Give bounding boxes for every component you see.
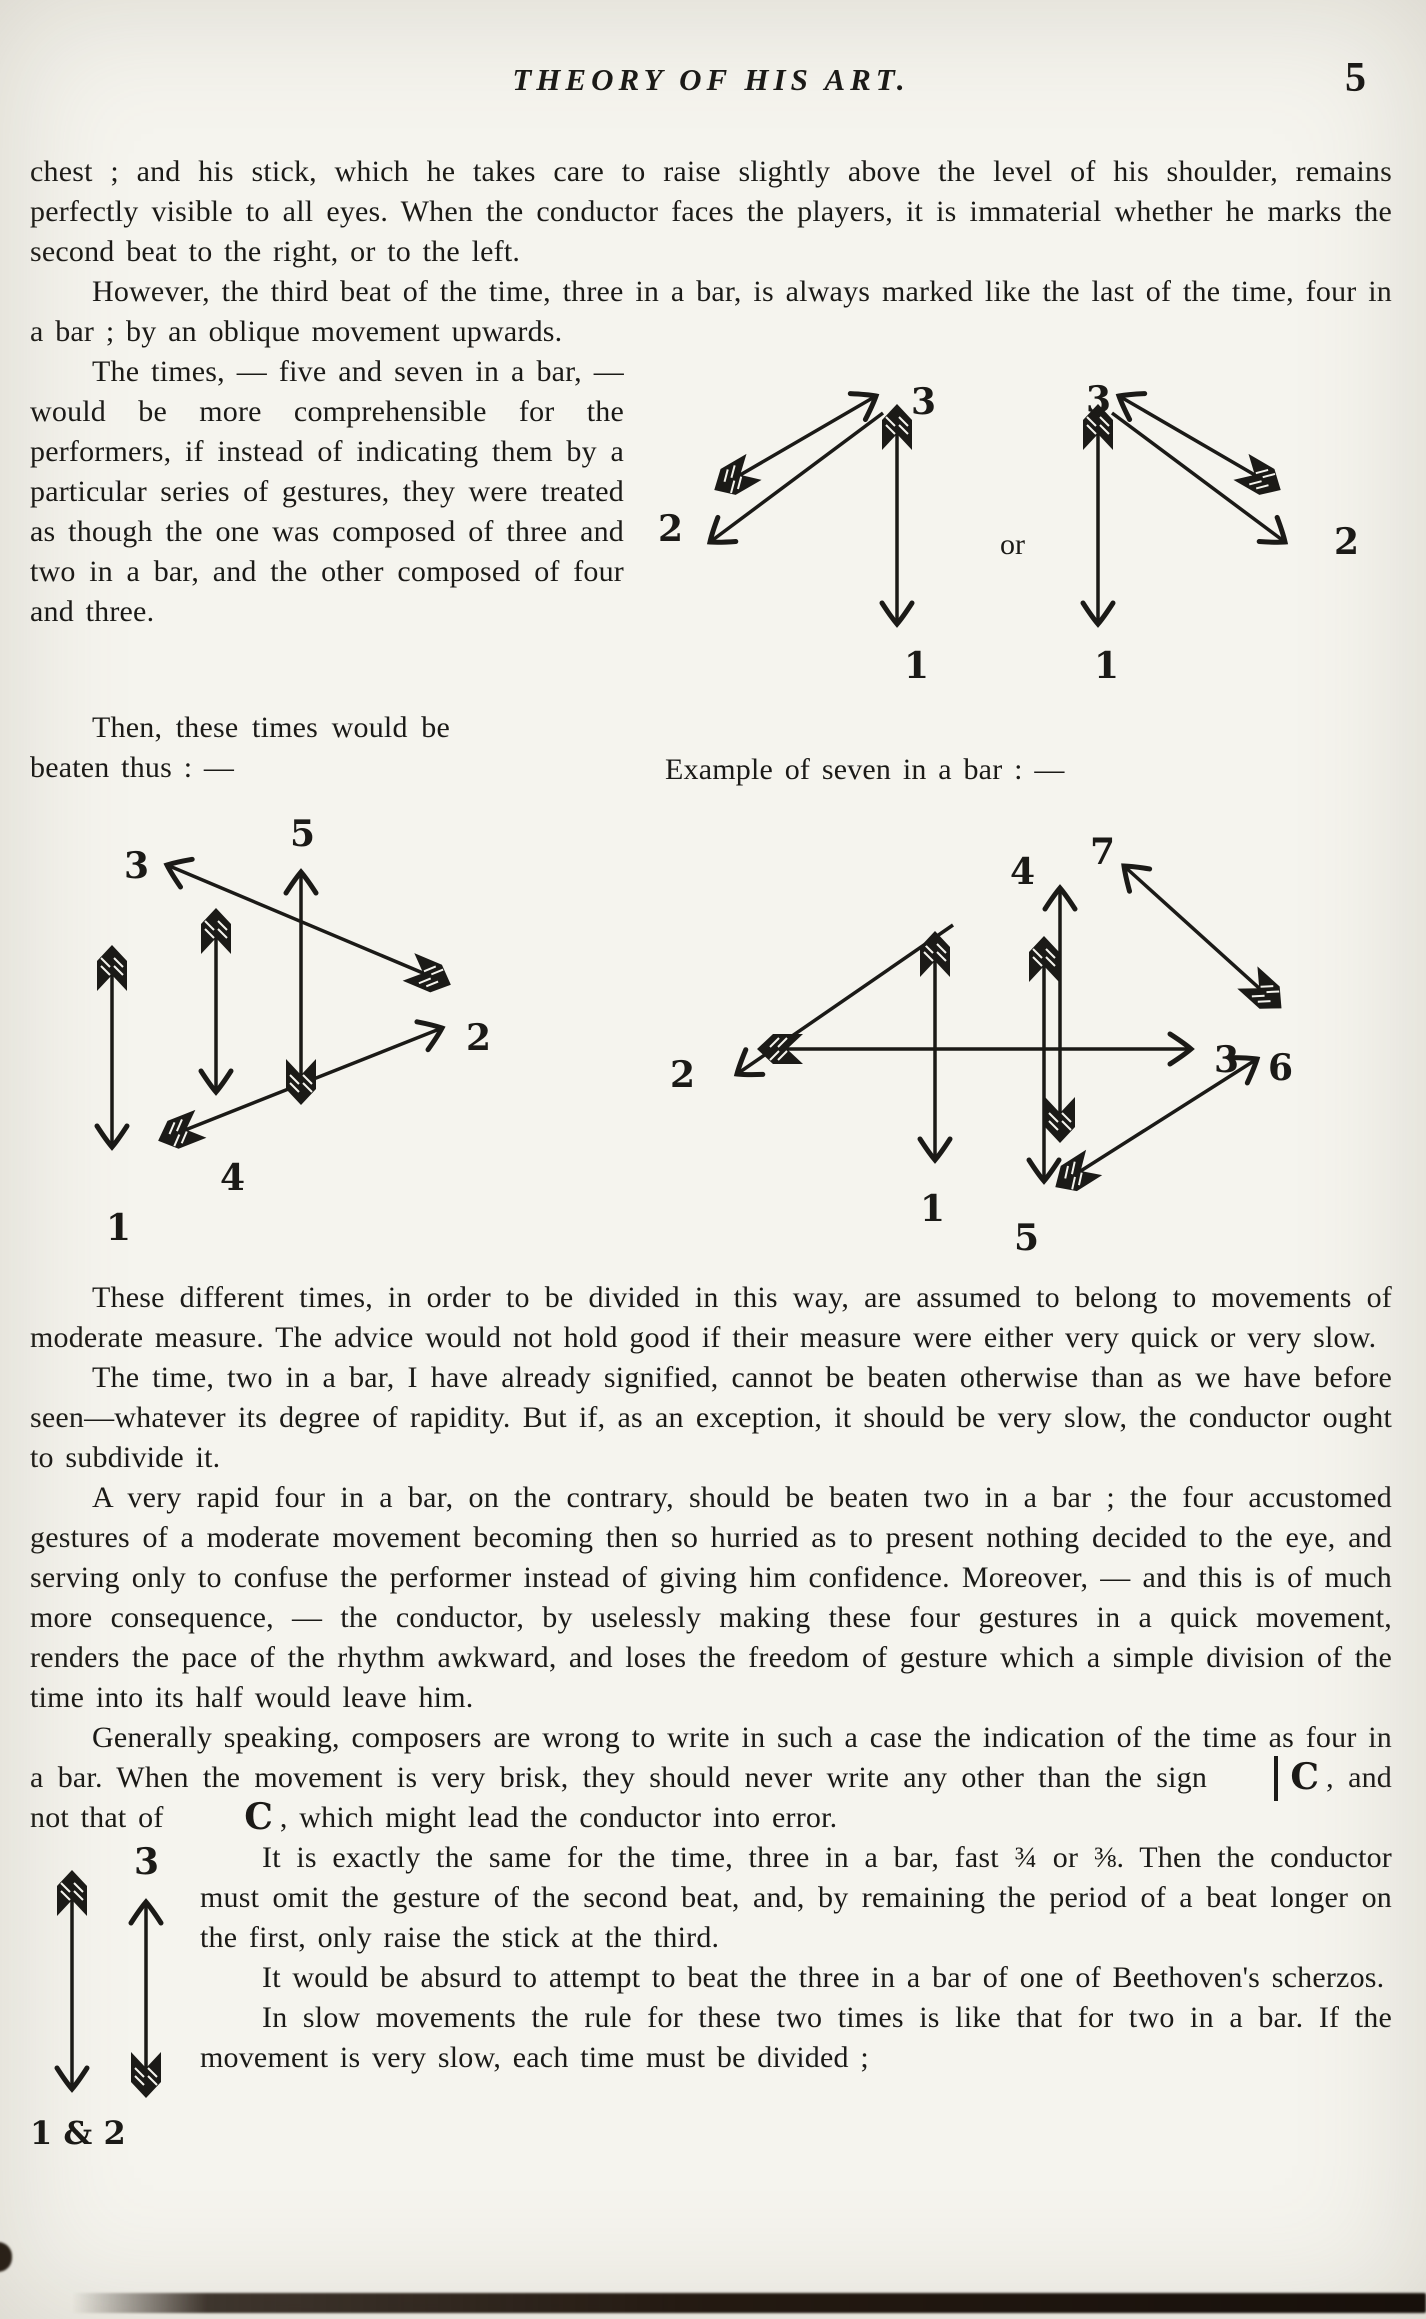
beat-label-5: 5 (1014, 1217, 1040, 1259)
figure-divided-beats (30, 1844, 180, 2178)
paragraph-third-beat: However, the third beat of the time, three in a bar, is always marked like the last of the time, four in a bar ; by an oblique movement upwards. (30, 275, 1392, 348)
three-in-bar-right-diagram (1086, 379, 1359, 687)
beat-label-6: 6 (1268, 1047, 1294, 1089)
scan-edge-blot (0, 2242, 12, 2272)
beat-label-2: 2 (1334, 521, 1360, 563)
beat-label-2: 2 (466, 1017, 492, 1059)
running-title: THEORY OF HIS ART. (512, 62, 910, 97)
page-number: 5 (1345, 55, 1366, 101)
three-in-bar-left-diagram (658, 381, 936, 687)
beat-label-2: 2 (670, 1054, 696, 1096)
beat-label-1: 1 (106, 1207, 132, 1249)
beat3-upleft-arrow (167, 865, 449, 984)
paragraph-five-seven: The times, — five and seven in a bar, — would be more comprehensible for the performers, if instead of indicating them by a particular series of gestures, they were treated as though the one was composed of three and two in a bar, and the other composed of four and three. (30, 355, 624, 628)
paragraph-time-signatures (30, 1718, 1392, 1838)
beat-label-7: 7 (1090, 831, 1116, 873)
beat-label-4: 4 (220, 1157, 246, 1199)
figure-three-in-bar-patterns (636, 356, 1392, 708)
paragraph-moderate-measure: These different times, in order to be divided in this way, are assumed to belong to movements of moderate measure. The advice would not hold good if their measure were either very quick or very slow. (30, 1281, 1392, 1354)
scan-bottom-shadow (72, 2293, 1426, 2313)
beat3-up-arrow (716, 396, 876, 489)
beat-pattern-figures-row (76, 800, 1392, 1266)
beat-label-3: 3 (911, 381, 937, 423)
beaten-thus-row (30, 708, 1392, 790)
paragraph-beaten-thus: Then, these times would be beaten thus : — (30, 711, 450, 784)
cut-time-symbol: C (1221, 1763, 1326, 1791)
paragraph-rapid-four: A very rapid four in a bar, on the contrary, should be beaten two in a bar ; the four accustomed gestures of a moderate movement becoming then so hurried as to present nothing decided to the eye, and serving only to confuse the performer instead of giving him confidence. Moreover, — and this is of much more consequence, — the conductor, by uselessly making these four gestures in a quick movement, renders the pace of the rhythm awkward, and loses the freedom of gesture which a simple division of the time into its half would leave him. (30, 1481, 1392, 1714)
beat2-left-arrow (737, 925, 953, 1074)
beat-label-3: 3 (1086, 379, 1112, 421)
beat-label-3: 3 (1214, 1039, 1240, 1081)
or-label: or (1000, 528, 1025, 561)
paragraph-fast-three: It is exactly the same for the time, three in a bar, fast ¾ or ⅜. Then the conductor must omit the gesture of the second beat, and, by remaining the period of a beat longer on the first, only raise the stick at the third. (200, 1841, 1392, 1954)
common-time-symbol: C (244, 1796, 273, 1838)
figure-five-in-bar (76, 800, 506, 1252)
section-five-seven-times (30, 352, 1392, 790)
paragraph-two-in-bar: The time, two in a bar, I have already signified, cannot be beaten otherwise than as we have before seen—whatever its degree of rapidity. But if, as an exception, it should be very slow, the conductor ought to subdivide it. (30, 1361, 1392, 1474)
beat7-upleft-arrow (1124, 866, 1280, 1007)
paragraph-continuation: chest ; and his stick, which he takes care to raise slightly above the level of his shoulder, remains perfectly visible to all eyes. When the conductor faces the players, it is immaterial whether he marks the second beat to the right, or to the left. (30, 155, 1392, 268)
paragraph-beethoven-scherzos: It would be absurd to attempt to beat the three in a bar of one of Beethoven's scherzos. (262, 1961, 1385, 1994)
beat-label-1-and-2: 1 & 2 (30, 2114, 126, 2152)
paragraph-slow-movements: In slow movements the rule for these two times is like that for two in a bar. If the movement is very slow, each time must be divided ; (200, 2001, 1392, 2074)
p8-text-a: Generally speaking, composers are wrong to write in such a case the indication of the time as four in a bar. When the movement is very brisk, they should never write any other than the sign (30, 1721, 1392, 1794)
beat-label-1: 1 (904, 645, 930, 687)
beat3-up-arrow (1119, 396, 1279, 489)
beat-label-1: 1 (1094, 645, 1120, 687)
figure-seven-in-bar (646, 826, 1346, 1266)
section-slow-times (30, 1838, 1392, 2152)
beat-label-5: 5 (290, 813, 316, 855)
beat-label-1: 1 (920, 1188, 946, 1230)
caption-seven-in-bar: Example of seven in a bar : — (665, 753, 1065, 786)
beat-label-3: 3 (134, 1844, 160, 1883)
p8-text-c: , which might lead the conductor into error. (279, 1801, 838, 1834)
beat-label-2: 2 (658, 508, 684, 550)
beat-label-3: 3 (124, 845, 150, 887)
p8-text-b: , and not that of (30, 1761, 1392, 1834)
beat-label-4: 4 (1010, 851, 1036, 893)
page-header (30, 55, 1392, 124)
